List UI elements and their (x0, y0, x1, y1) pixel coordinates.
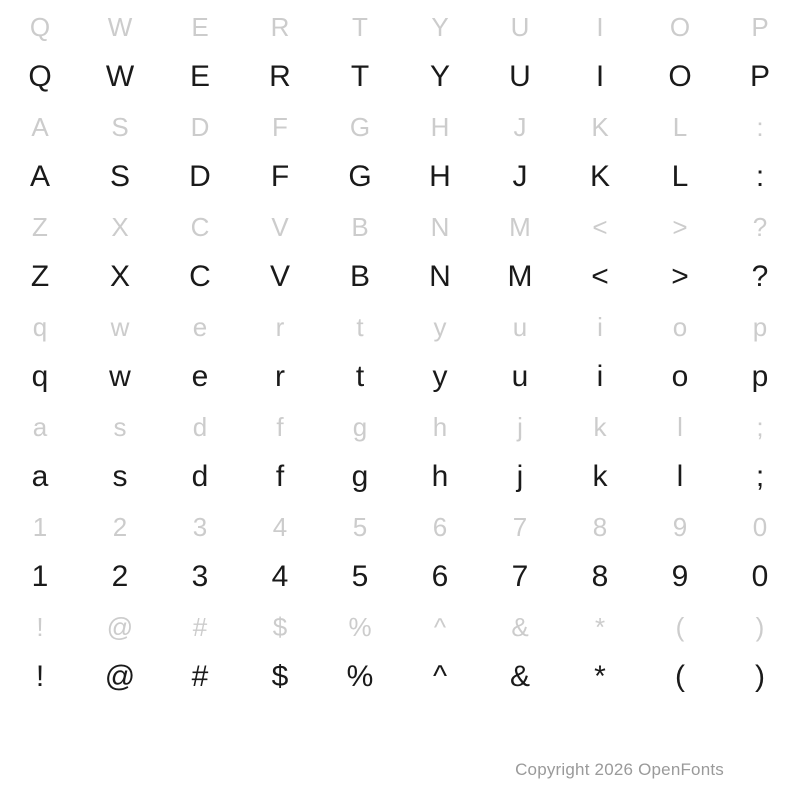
glyph-cell: $ (271, 660, 289, 693)
glyph-cell: 2 (112, 512, 128, 542)
glyph-cell: O (669, 12, 691, 42)
glyph-row-regular (0, 52, 800, 102)
glyph-cell: 1 (32, 512, 48, 542)
glyph-cell: ! (35, 660, 45, 693)
glyph-cell: R (269, 60, 291, 93)
glyph-cell: N (429, 260, 451, 293)
glyph-cell: F (270, 160, 290, 193)
glyph-cell: 5 (351, 560, 369, 593)
glyph-cell: * (594, 612, 606, 642)
glyph-cell: 0 (751, 560, 769, 593)
glyph-cell: L (671, 160, 689, 193)
glyph-cell: f (275, 460, 285, 493)
glyph-cell: B (351, 212, 369, 242)
glyph-cell: 6 (432, 512, 448, 542)
glyph-row-light (0, 602, 800, 652)
glyph-cell: q (32, 312, 48, 342)
glyph-cell: k (592, 460, 608, 493)
glyph-cell: C (190, 212, 210, 242)
glyph-cell: B (349, 260, 370, 293)
glyph-cell: S (111, 112, 129, 142)
glyph-cell: s (113, 412, 127, 442)
glyph-cell: A (31, 112, 49, 142)
glyph-cell: i (597, 312, 603, 342)
glyph-cell: W (107, 12, 133, 42)
glyph-cell: G (349, 112, 371, 142)
glyph-cell: : (755, 160, 765, 193)
glyph-cell: E (191, 12, 209, 42)
glyph-cell: % (346, 660, 374, 693)
glyph-cell: V (269, 260, 290, 293)
glyph-cell: Y (429, 60, 450, 93)
copyright-notice: Copyright 2026 OpenFonts (515, 760, 724, 779)
glyph-row-regular (0, 652, 800, 702)
glyph-cell: ^ (432, 660, 448, 693)
glyph-cell: Z (30, 260, 50, 293)
glyph-cell: R (270, 12, 290, 42)
glyph-row-light (0, 502, 800, 552)
glyph-cell: 3 (192, 512, 208, 542)
glyph-cell: O (668, 60, 692, 93)
glyph-cell: I (595, 60, 605, 93)
glyph-cell: 4 (272, 512, 288, 542)
glyph-cell: < (591, 260, 609, 293)
glyph-cell: p (752, 312, 768, 342)
glyph-cell: L (672, 112, 688, 142)
glyph-cell: Z (32, 212, 48, 242)
glyph-cell: o (671, 360, 689, 393)
glyph-row-light (0, 2, 800, 52)
glyph-cell: > (671, 260, 689, 293)
glyph-cell: K (589, 160, 610, 193)
glyph-cell: 9 (671, 560, 689, 593)
glyph-cell: Q (29, 12, 51, 42)
glyph-cell: y (432, 360, 448, 393)
glyph-cell: o (672, 312, 688, 342)
glyph-cell: $ (272, 612, 288, 642)
glyph-cell: N (430, 212, 450, 242)
glyph-cell: g (351, 460, 369, 493)
glyph-cell: J (512, 160, 528, 193)
glyph-cell: ( (675, 660, 685, 693)
glyph-cell: & (511, 612, 529, 642)
glyph-cell: ( (675, 612, 685, 642)
glyph-cell: T (350, 60, 370, 93)
glyph-cell: q (31, 360, 49, 393)
glyph-cell: h (431, 460, 449, 493)
glyph-row-light (0, 302, 800, 352)
glyph-cell: 2 (111, 560, 129, 593)
glyph-row-regular (0, 352, 800, 402)
glyph-cell: 0 (752, 512, 768, 542)
glyph-cell: 3 (191, 560, 209, 593)
glyph-cell: U (510, 12, 530, 42)
glyph-cell: ) (755, 660, 765, 693)
glyph-row-light (0, 202, 800, 252)
glyph-cell: s (112, 460, 128, 493)
glyph-cell: @ (104, 660, 136, 693)
glyph-cell: 9 (672, 512, 688, 542)
glyph-row-light (0, 102, 800, 152)
glyph-cell: J (513, 112, 527, 142)
glyph-cell: A (29, 160, 50, 193)
glyph-cell: U (509, 60, 531, 93)
glyph-cell: 5 (352, 512, 368, 542)
glyph-cell: e (191, 360, 209, 393)
glyph-cell: T (352, 12, 368, 42)
glyph-cell: # (191, 660, 209, 693)
glyph-cell: t (356, 312, 364, 342)
glyph-cell: l (676, 460, 684, 493)
glyph-cell: p (751, 360, 769, 393)
glyph-row-regular (0, 252, 800, 302)
glyph-cell: g (352, 412, 368, 442)
glyph-cell: H (429, 160, 451, 193)
glyph-cell: y (433, 312, 447, 342)
glyph-cell: e (192, 312, 208, 342)
glyph-cell: t (355, 360, 365, 393)
glyph-cell: P (751, 12, 769, 42)
glyph-cell: j (517, 412, 523, 442)
glyph-cell: I (596, 12, 604, 42)
glyph-cell: r (275, 312, 285, 342)
glyph-row-regular (0, 552, 800, 602)
glyph-cell: l (677, 412, 683, 442)
glyph-cell: ; (755, 460, 765, 493)
glyph-row-regular (0, 452, 800, 502)
glyph-cell: h (432, 412, 448, 442)
glyph-cell: V (271, 212, 289, 242)
glyph-cell: w (109, 360, 131, 393)
glyph-cell: 4 (271, 560, 289, 593)
glyph-cell: d (192, 412, 208, 442)
glyph-cell: ^ (433, 612, 447, 642)
glyph-cell: < (592, 212, 608, 242)
glyph-cell: M (507, 260, 533, 293)
glyph-cell: a (32, 412, 48, 442)
glyph-cell: ? (752, 212, 768, 242)
glyph-cell: k (593, 412, 607, 442)
glyph-cell: f (276, 412, 284, 442)
glyph-cell: M (509, 212, 531, 242)
glyph-cell: 7 (511, 560, 529, 593)
glyph-cell: 7 (512, 512, 528, 542)
glyph-cell: X (109, 260, 130, 293)
glyph-cell: ? (751, 260, 769, 293)
glyph-cell: 6 (431, 560, 449, 593)
glyph-cell: F (272, 112, 288, 142)
glyph-cell: H (430, 112, 450, 142)
glyph-cell: ! (36, 612, 44, 642)
glyph-cell: C (189, 260, 211, 293)
glyph-cell: Y (431, 12, 449, 42)
glyph-cell: & (509, 660, 530, 693)
glyph-cell: 8 (592, 512, 608, 542)
glyph-cell: D (189, 160, 211, 193)
glyph-cell: * (594, 660, 606, 693)
glyph-cell: u (512, 312, 528, 342)
glyph-cell: P (749, 60, 770, 93)
glyph-row-light (0, 402, 800, 452)
glyph-row-regular (0, 152, 800, 202)
glyph-cell: S (109, 160, 130, 193)
glyph-cell: j (516, 460, 524, 493)
glyph-cell: a (31, 460, 49, 493)
glyph-cell: E (189, 60, 210, 93)
glyph-cell: W (105, 60, 135, 93)
glyph-cell: @ (106, 612, 134, 642)
glyph-cell: X (111, 212, 129, 242)
glyph-cell: : (756, 112, 764, 142)
glyph-cell: Q (28, 60, 52, 93)
glyph-cell: % (348, 612, 372, 642)
glyph-cell: r (275, 360, 285, 393)
glyph-cell: u (511, 360, 529, 393)
glyph-cell: w (110, 312, 130, 342)
glyph-cell: 8 (591, 560, 609, 593)
glyph-cell: d (191, 460, 209, 493)
glyph-cell: ; (756, 412, 764, 442)
glyph-cell: D (190, 112, 210, 142)
glyph-cell: G (348, 160, 372, 193)
glyph-cell: 1 (31, 560, 49, 593)
glyph-cell: i (596, 360, 604, 393)
glyph-cell: > (672, 212, 688, 242)
glyph-cell: ) (755, 612, 765, 642)
glyph-cell: K (591, 112, 609, 142)
glyph-cell: # (192, 612, 208, 642)
